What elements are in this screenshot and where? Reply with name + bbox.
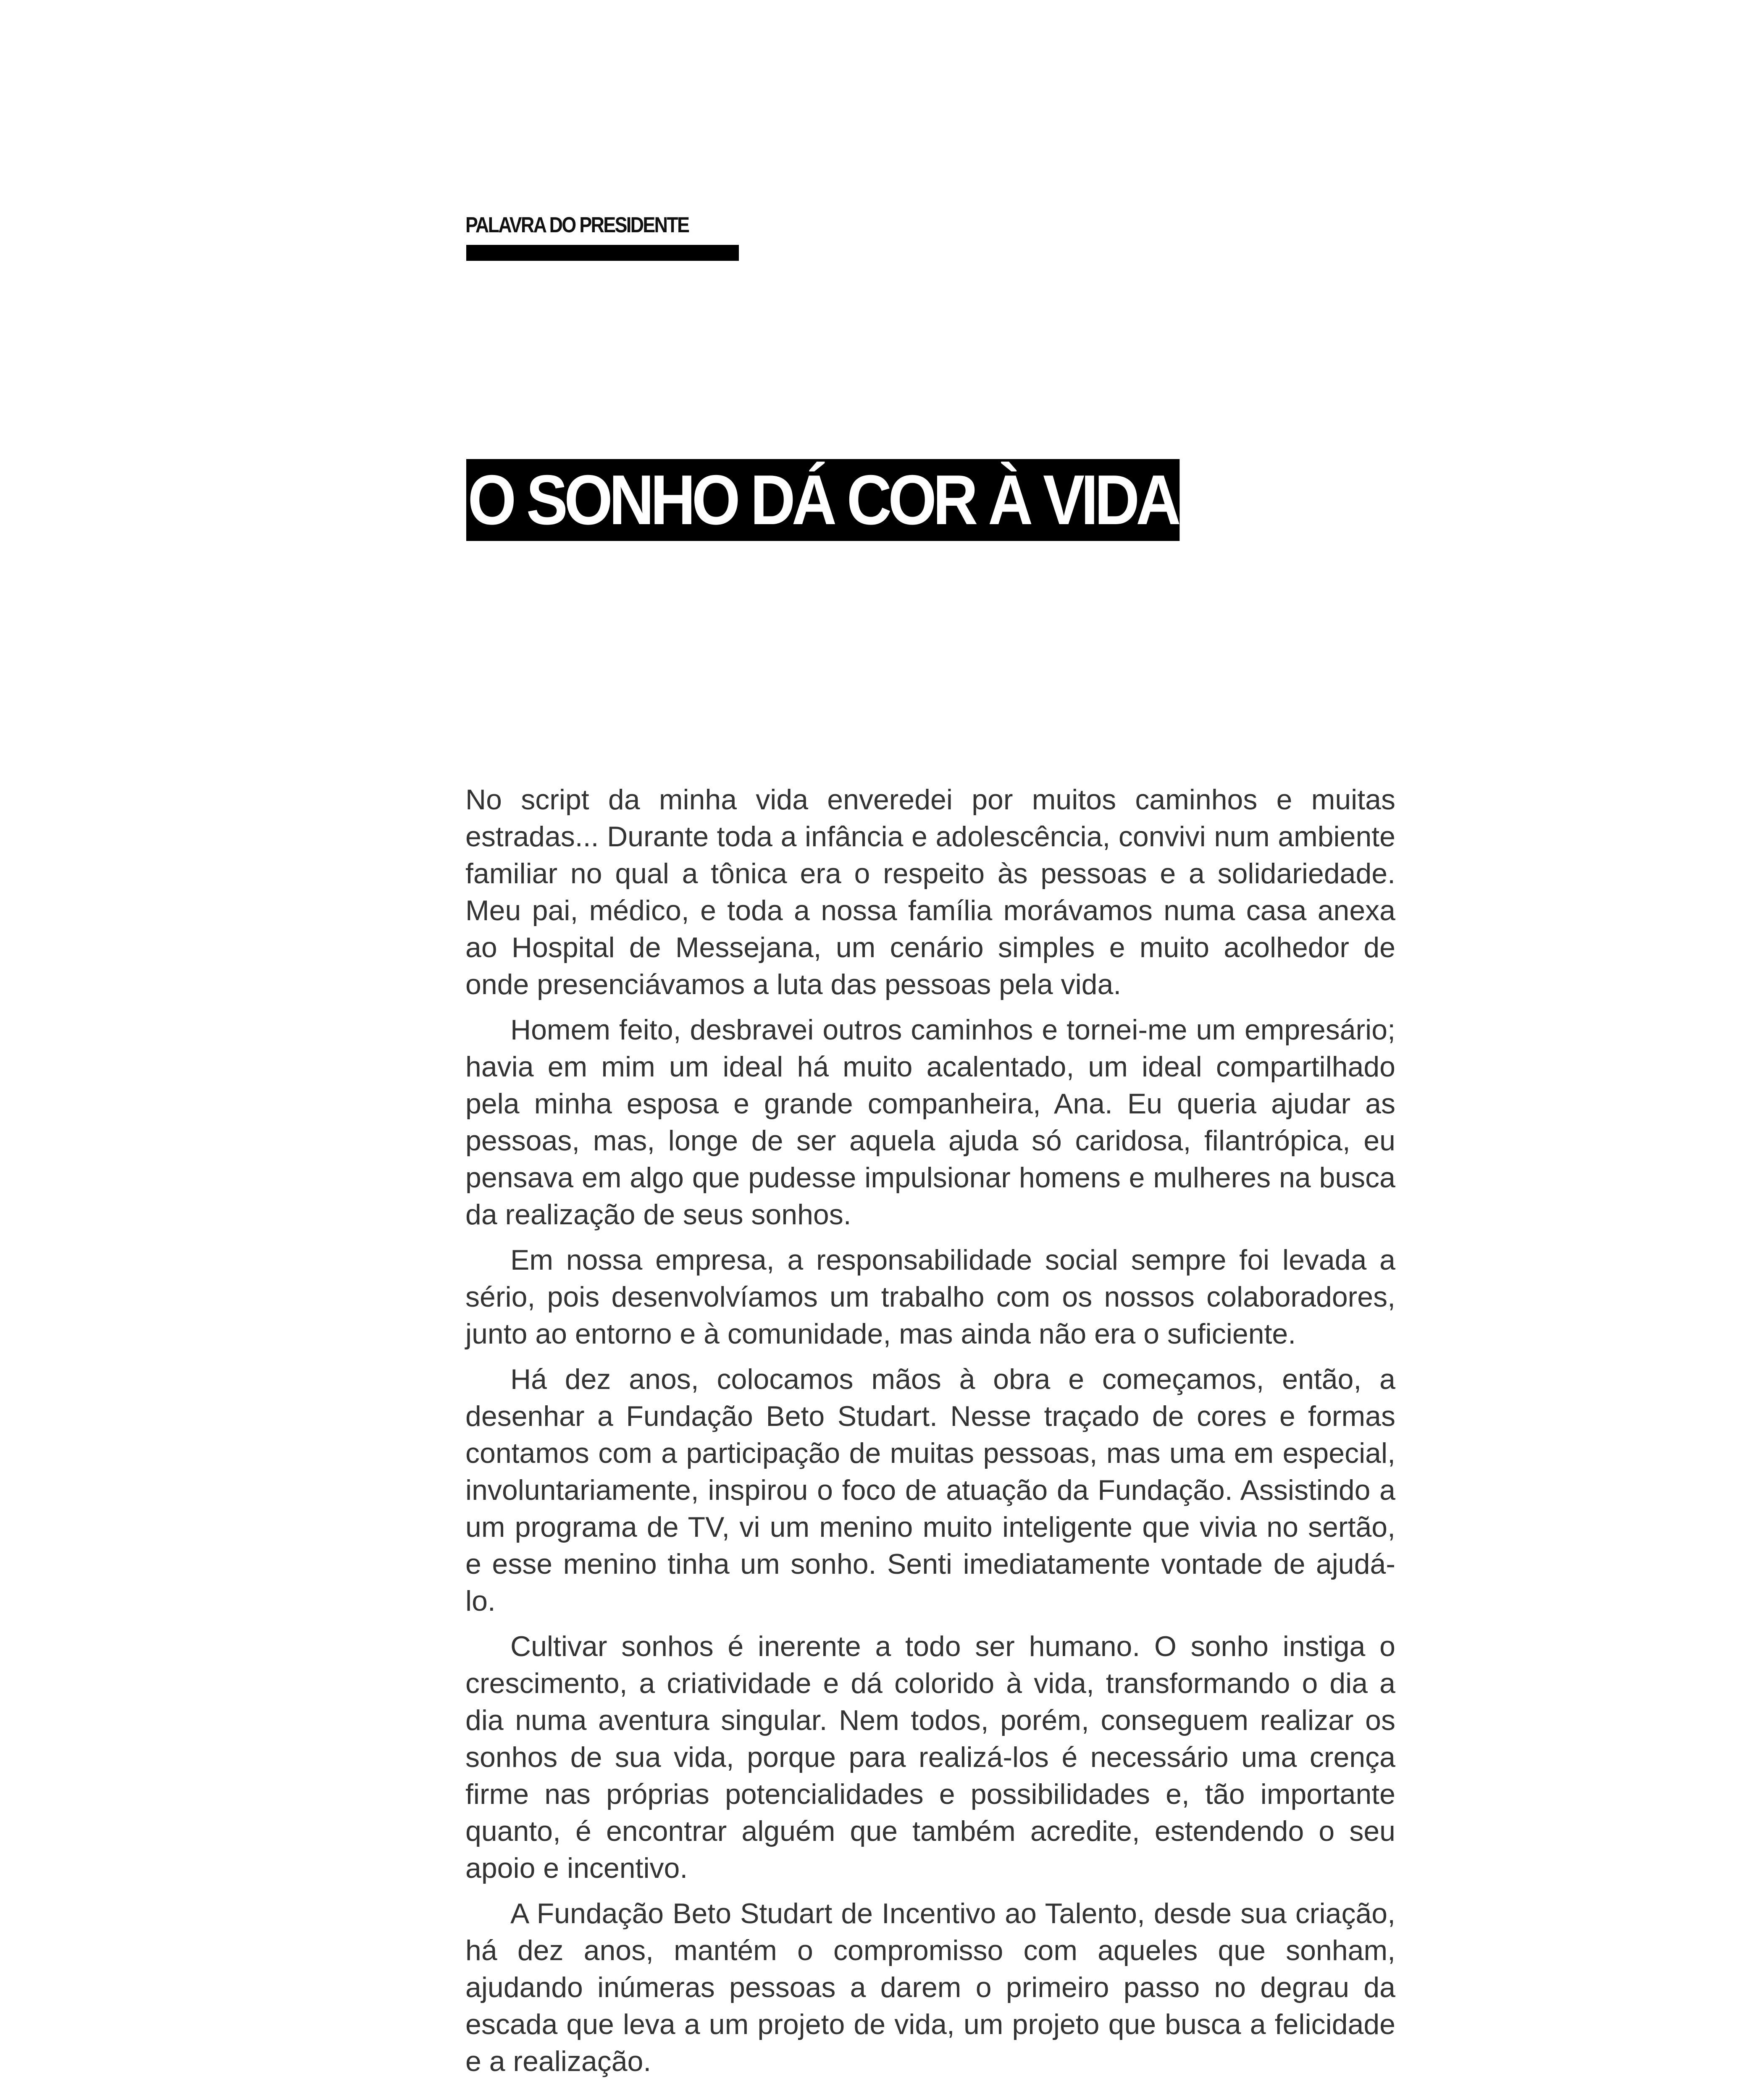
paragraph: No script da minha vida enveredei por muitos caminhos e muitas estradas... Durante toda a infância e adolescência, convivi num ambiente familiar no qual a tônica era o respeito às pessoas e a solidariedade. Meu pai, médico, e toda a nossa família morávamos numa casa anexa ao Hospital de Messejana, um cenário simples e muito acolhedor de onde presenciávamos a luta das pessoas pela vida. [465, 784, 1395, 1000]
headline: O SONHO DÁ COR À VIDA [466, 459, 1179, 541]
section-label: PALAVRA DO PRESIDENTE [465, 213, 689, 237]
paragraph: Há dez anos, colocamos mãos à obra e começamos, então, a desenhar a Fundação Beto Studart. Nesse traçado de cores e formas contamos com a participação de muitas pessoas, mas uma em especial, involuntariamente, inspirou o foco de atuação da Fundação. Assistindo a um programa de TV, vi um menino muito inteligente que vivia no sertão, e esse menino tinha um sonho. Senti imediatamente vontade de ajudá-lo. [465, 1363, 1395, 1617]
article-body [465, 781, 1395, 2088]
paragraph: A Fundação Beto Studart de Incentivo ao Talento, desde sua criação, há dez anos, mantém o compromisso com aqueles que sonham, ajudando inúmeras pessoas a darem o primeiro passo no degrau da escada que leva a um projeto de vida, um projeto que busca a felicidade e a realização. [465, 1898, 1395, 2077]
paragraph: Homem feito, desbravei outros caminhos e tornei-me um empresário; havia em mim um ideal há muito acalentado, um ideal compartilhado pela minha esposa e grande companheira, Ana. Eu queria ajudar as pessoas, mas, longe de ser aquela ajuda só caridosa, filantrópica, eu pensava em algo que pudesse impulsionar homens e mulheres na busca da realização de seus sonhos. [465, 1014, 1395, 1231]
section-underline [466, 245, 739, 261]
paragraph: Em nossa empresa, a responsabilidade social sempre foi levada a sério, pois desenvolvíamos um trabalho com os nossos colaboradores, junto ao entorno e à comunidade, mas ainda não era o suficiente. [465, 1244, 1395, 1350]
paragraph: Cultivar sonhos é inerente a todo ser humano. O sonho instiga o crescimento, a criatividade e dá colorido à vida, transformando o dia a dia numa aventura singular. Nem todos, porém, conseguem realizar os sonhos de sua vida, porque para realizá-los é necessário uma crença firme nas próprias potencialidades e possibilidades e, tão importante quanto, é encontrar alguém que também acredite, estendendo o seu apoio e incentivo. [465, 1630, 1395, 1884]
